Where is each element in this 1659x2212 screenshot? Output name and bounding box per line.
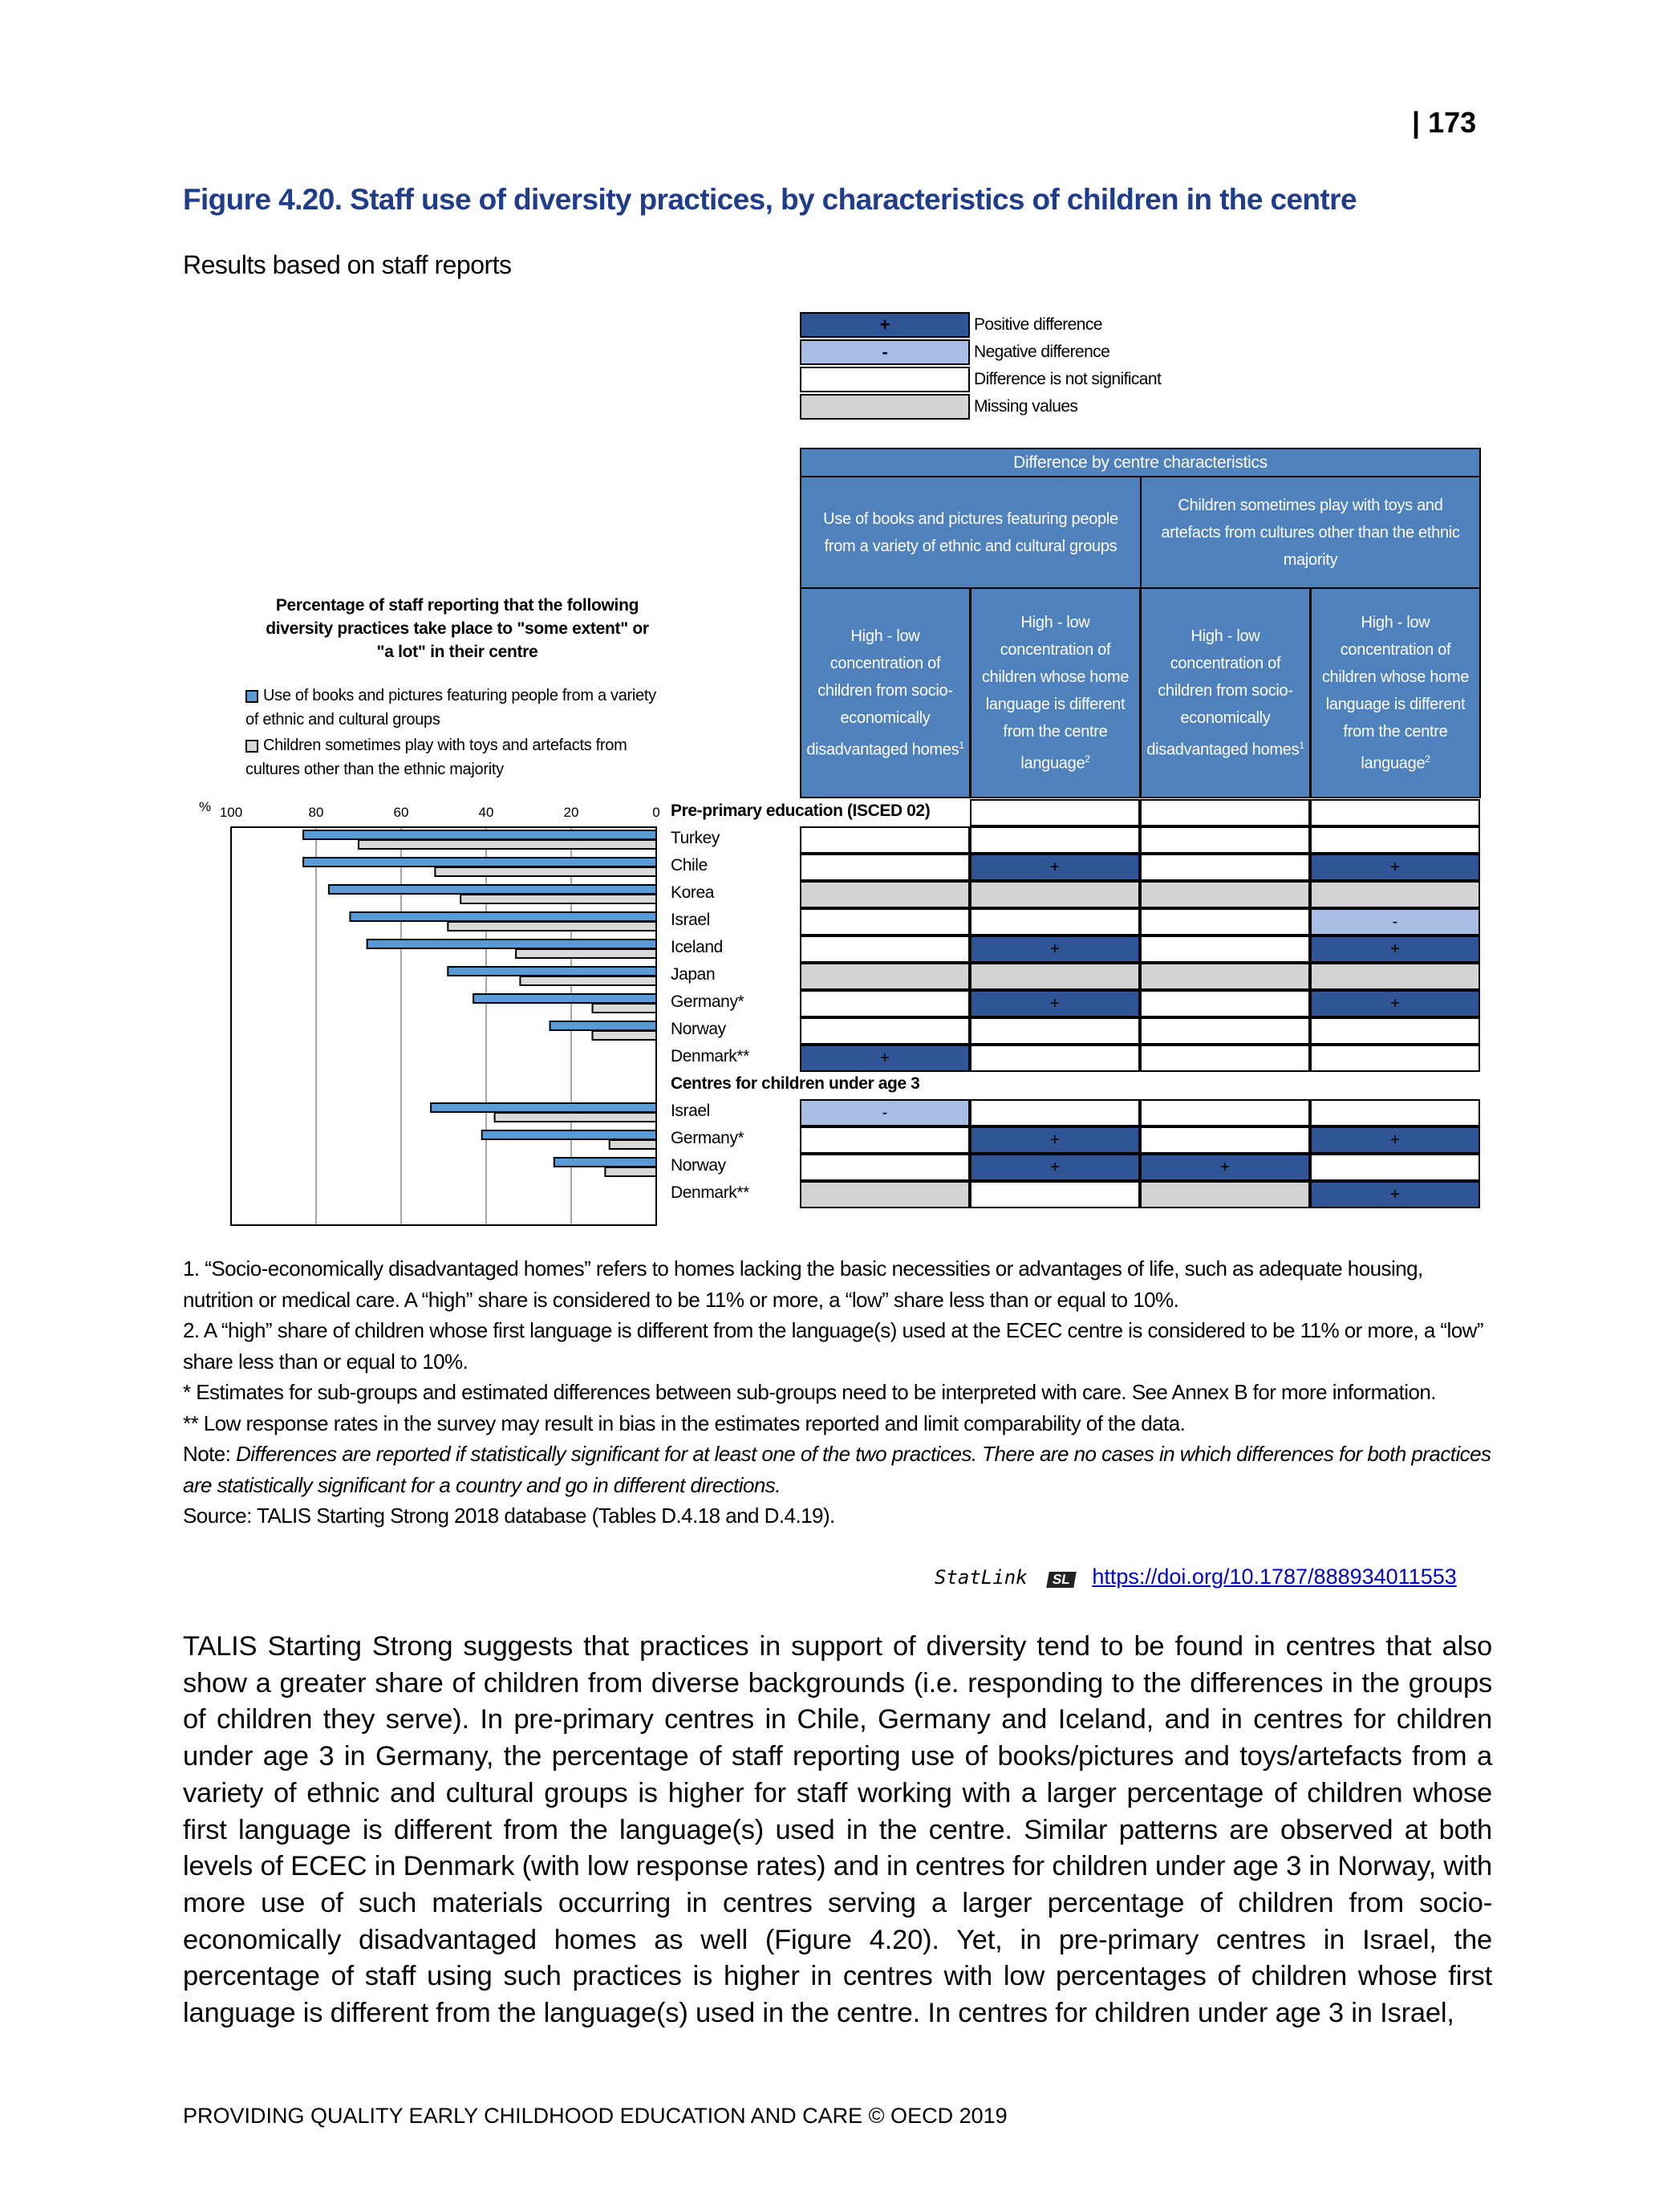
difference-cell <box>970 963 1140 990</box>
page-number: | 173 <box>1412 106 1477 139</box>
difference-cell <box>1310 881 1480 908</box>
bar-toys <box>605 1167 656 1176</box>
difference-cell <box>800 963 970 990</box>
difference-cell <box>1310 799 1480 826</box>
note-label: Note: <box>183 1442 237 1466</box>
difference-cell: + <box>800 1045 970 1072</box>
bar-toys <box>516 949 656 958</box>
country-label: Germany* <box>671 1129 744 1147</box>
footnote-ref: 2 <box>1425 753 1430 765</box>
difference-cell <box>1310 1154 1480 1181</box>
difference-cell <box>1310 1045 1480 1072</box>
legend-label: Negative difference <box>974 343 1110 361</box>
bar-books <box>550 1021 657 1030</box>
table-group-books: Use of books and pictures featuring people from a variety of ethnic and cultural groups <box>800 476 1142 589</box>
bar-toys <box>610 1140 656 1149</box>
difference-cell <box>1140 990 1310 1017</box>
note <box>183 1439 1492 1500</box>
difference-cell: - <box>1310 908 1480 936</box>
country-label: Norway <box>671 1020 726 1038</box>
country-label: Denmark** <box>671 1047 749 1065</box>
bar-books <box>554 1158 656 1167</box>
country-label: Korea <box>671 883 715 902</box>
table-title: Difference by centre characteristics <box>800 448 1481 477</box>
difference-cell <box>800 881 970 908</box>
country-label: Iceland <box>671 938 723 956</box>
difference-cell <box>970 826 1140 854</box>
difference-cell <box>1140 1126 1310 1154</box>
column-header-text: High - low concentration of children whose home language is different from the centre language <box>1321 613 1470 773</box>
country-label: Turkey <box>671 829 720 847</box>
source: Source: TALIS Starting Strong 2018 database (Tables D.4.18 and D.4.19). <box>183 1504 835 1528</box>
difference-cell: + <box>970 1154 1140 1181</box>
difference-cell <box>800 936 970 963</box>
difference-cell <box>1310 963 1480 990</box>
difference-cell <box>800 1126 970 1154</box>
country-label: Denmark** <box>671 1183 749 1202</box>
difference-cell <box>800 1181 970 1208</box>
difference-cell: + <box>1310 854 1480 881</box>
statlink <box>935 1565 1457 1589</box>
difference-cell: + <box>970 990 1140 1017</box>
bar-books <box>329 885 656 894</box>
difference-cell: + <box>970 1126 1140 1154</box>
difference-cell: + <box>970 854 1140 881</box>
table-group-toys: Children sometimes play with toys and artefacts from cultures other than the ethnic majority <box>1140 476 1481 589</box>
difference-cell <box>1310 1099 1480 1126</box>
difference-cell <box>800 826 970 854</box>
legend-label: Positive difference <box>974 315 1102 334</box>
axis-unit: % <box>199 799 212 814</box>
difference-cell: + <box>1310 1181 1480 1208</box>
difference-cell: + <box>1310 990 1480 1017</box>
legend-swatch: - <box>800 339 970 365</box>
legend-label: Children sometimes play with toys and artefacts from cultures other than the ethnic majority <box>245 737 627 778</box>
bar-toys <box>520 976 656 985</box>
difference-cell <box>970 1045 1140 1072</box>
difference-cell <box>1140 1099 1310 1126</box>
bar-toys <box>448 922 656 931</box>
difference-cell <box>1140 1045 1310 1072</box>
difference-cell <box>970 908 1140 936</box>
difference-cell <box>1140 963 1310 990</box>
difference-cell: + <box>970 936 1140 963</box>
page-footer: PROVIDING QUALITY EARLY CHILDHOOD EDUCATION AND CARE © OECD 2019 <box>183 2104 1008 2128</box>
footnote-2: 2. A “high” share of children whose first language is different from the language(s) used at the ECEC centre is considered to be 11% or more, a “low” share less than or equal to 10%. <box>183 1318 1483 1374</box>
statlink-url[interactable]: https://doi.org/10.1787/888934011553 <box>1092 1565 1457 1589</box>
difference-cell <box>1140 1181 1310 1208</box>
difference-cell: - <box>800 1099 970 1126</box>
body-paragraph: TALIS Starting Strong suggests that practices in support of diversity tend to be found in centres that also show a greater share of children from diverse backgrounds (i.e. responding to the differences in the groups of children they serve). In pre-primary centres in Chile, Germany and Iceland, and in centres for children under age 3 in Germany, the percentage of staff reporting use of books/pictures and toys/artefacts from a variety of ethnic and cultural groups is higher for staff working with a larger percentage of children whose first language is different from the language(s) used in the centre. Similar patterns are observed at both levels of ECEC in Denmark (with low response rates) and in centres for children under age 3 in Norway, with more use of such materials occurring in centres serving a larger percentage of children from socio-economically disadvantaged homes as well (Figure 4.20). Yet, in pre-primary centres in Israel, the percentage of staff using such practices is higher in centres with low percentages of children whose first language is different from the language(s) used in the centre. In centres for children under age 3 in Israel, <box>183 1631 1492 2029</box>
footnote-ref: 1 <box>1299 739 1304 751</box>
difference-cell <box>970 799 1140 826</box>
column-header-text: High - low concentration of children whose home language is different from the centre language <box>981 613 1130 773</box>
difference-cell <box>800 1017 970 1045</box>
difference-cell <box>1140 881 1310 908</box>
difference-cell <box>970 881 1140 908</box>
tick-label: 60 <box>393 805 409 820</box>
legend-label: Difference is not significant <box>974 370 1162 388</box>
statlink-label: StatLink <box>935 1566 1028 1589</box>
legend-label: Missing values <box>974 397 1078 416</box>
bar-toys <box>593 1004 657 1013</box>
difference-cell <box>1140 826 1310 854</box>
bar-books <box>350 912 656 921</box>
bar-books <box>303 830 656 839</box>
footnote-ref: 2 <box>1085 753 1090 765</box>
chart-title: Percentage of staff reporting that the following diversity practices take place to "some extent" or "a lot" in their centre <box>266 596 649 661</box>
difference-cell <box>1140 936 1310 963</box>
bar-books <box>367 940 656 948</box>
difference-cell <box>1140 1017 1310 1045</box>
figure-subtitle: Results based on staff reports <box>183 250 512 279</box>
difference-cell <box>970 1099 1140 1126</box>
tick-label: 80 <box>308 805 324 820</box>
group-label: Pre-primary education (ISCED 02) <box>671 802 931 820</box>
difference-cell <box>1140 854 1310 881</box>
tick-label: 100 <box>219 805 243 820</box>
country-label: Chile <box>671 856 708 875</box>
footnote-ref: 1 <box>959 739 964 751</box>
bar-toys <box>359 840 656 849</box>
figure-notes <box>183 1253 1492 1532</box>
difference-cell <box>1310 826 1480 854</box>
bar-books <box>431 1103 656 1112</box>
tick-label: 0 <box>652 805 660 820</box>
bar-toys <box>593 1031 657 1040</box>
footnote-double-star: ** Low response rates in the survey may result in bias in the estimates reported and limit comparability of the data. <box>183 1410 1186 1435</box>
footnote-1: 1. “Socio-economically disadvantaged homes” refers to homes lacking the basic necessities or advantages of life, such as adequate housing, nutrition or medical care. A “high” share is considered to be 11% or more, a “low” share less than or equal to 10%. <box>183 1256 1423 1312</box>
figure-title: Figure 4.20. Staff use of diversity practices, by characteristics of children in the centre <box>183 183 1357 216</box>
statlink-logo-icon: SL <box>1046 1572 1076 1588</box>
legend-swatch: + <box>800 312 970 338</box>
column-header-text: High - low concentration of children from socio-economically disadvantaged homes <box>1146 627 1300 759</box>
note-text: Differences are reported if statistically significant for at least one of the two practices. There are no cases in which differences for both practices are statistically significant for a country and go in different directions. <box>183 1442 1491 1497</box>
difference-cell <box>1310 1017 1480 1045</box>
difference-cell <box>800 908 970 936</box>
difference-cell <box>1140 799 1310 826</box>
country-label: Norway <box>671 1156 726 1175</box>
difference-cell <box>800 990 970 1017</box>
difference-cell: + <box>1310 936 1480 963</box>
difference-cell: + <box>1140 1154 1310 1181</box>
country-label: Japan <box>671 965 716 984</box>
difference-cell <box>800 1154 970 1181</box>
footnote-star: * Estimates for sub-groups and estimated differences between sub-groups need to be interpreted with care. See Annex B for more information. <box>183 1380 1436 1404</box>
column-header-text: High - low concentration of children from socio-economically disadvantaged homes <box>806 627 959 759</box>
bar-books <box>303 858 656 867</box>
bar-books <box>448 967 656 976</box>
difference-cell <box>1140 908 1310 936</box>
tick-label: 40 <box>478 805 494 820</box>
difference-cell <box>970 1181 1140 1208</box>
difference-cell: + <box>1310 1126 1480 1154</box>
bar-toys <box>460 895 656 903</box>
bar-toys <box>495 1113 656 1122</box>
country-label: Israel <box>671 911 710 929</box>
tick-label: 20 <box>563 805 579 820</box>
country-label: Israel <box>671 1102 710 1120</box>
difference-cell <box>970 1017 1140 1045</box>
bar-books <box>482 1130 656 1139</box>
bar-books <box>473 994 656 1003</box>
group-label: Centres for children under age 3 <box>671 1074 920 1093</box>
legend-label: Use of books and pictures featuring people from a variety of ethnic and cultural groups <box>245 687 656 729</box>
bar-toys <box>435 867 656 876</box>
country-label: Germany* <box>671 992 744 1011</box>
difference-cell <box>800 854 970 881</box>
